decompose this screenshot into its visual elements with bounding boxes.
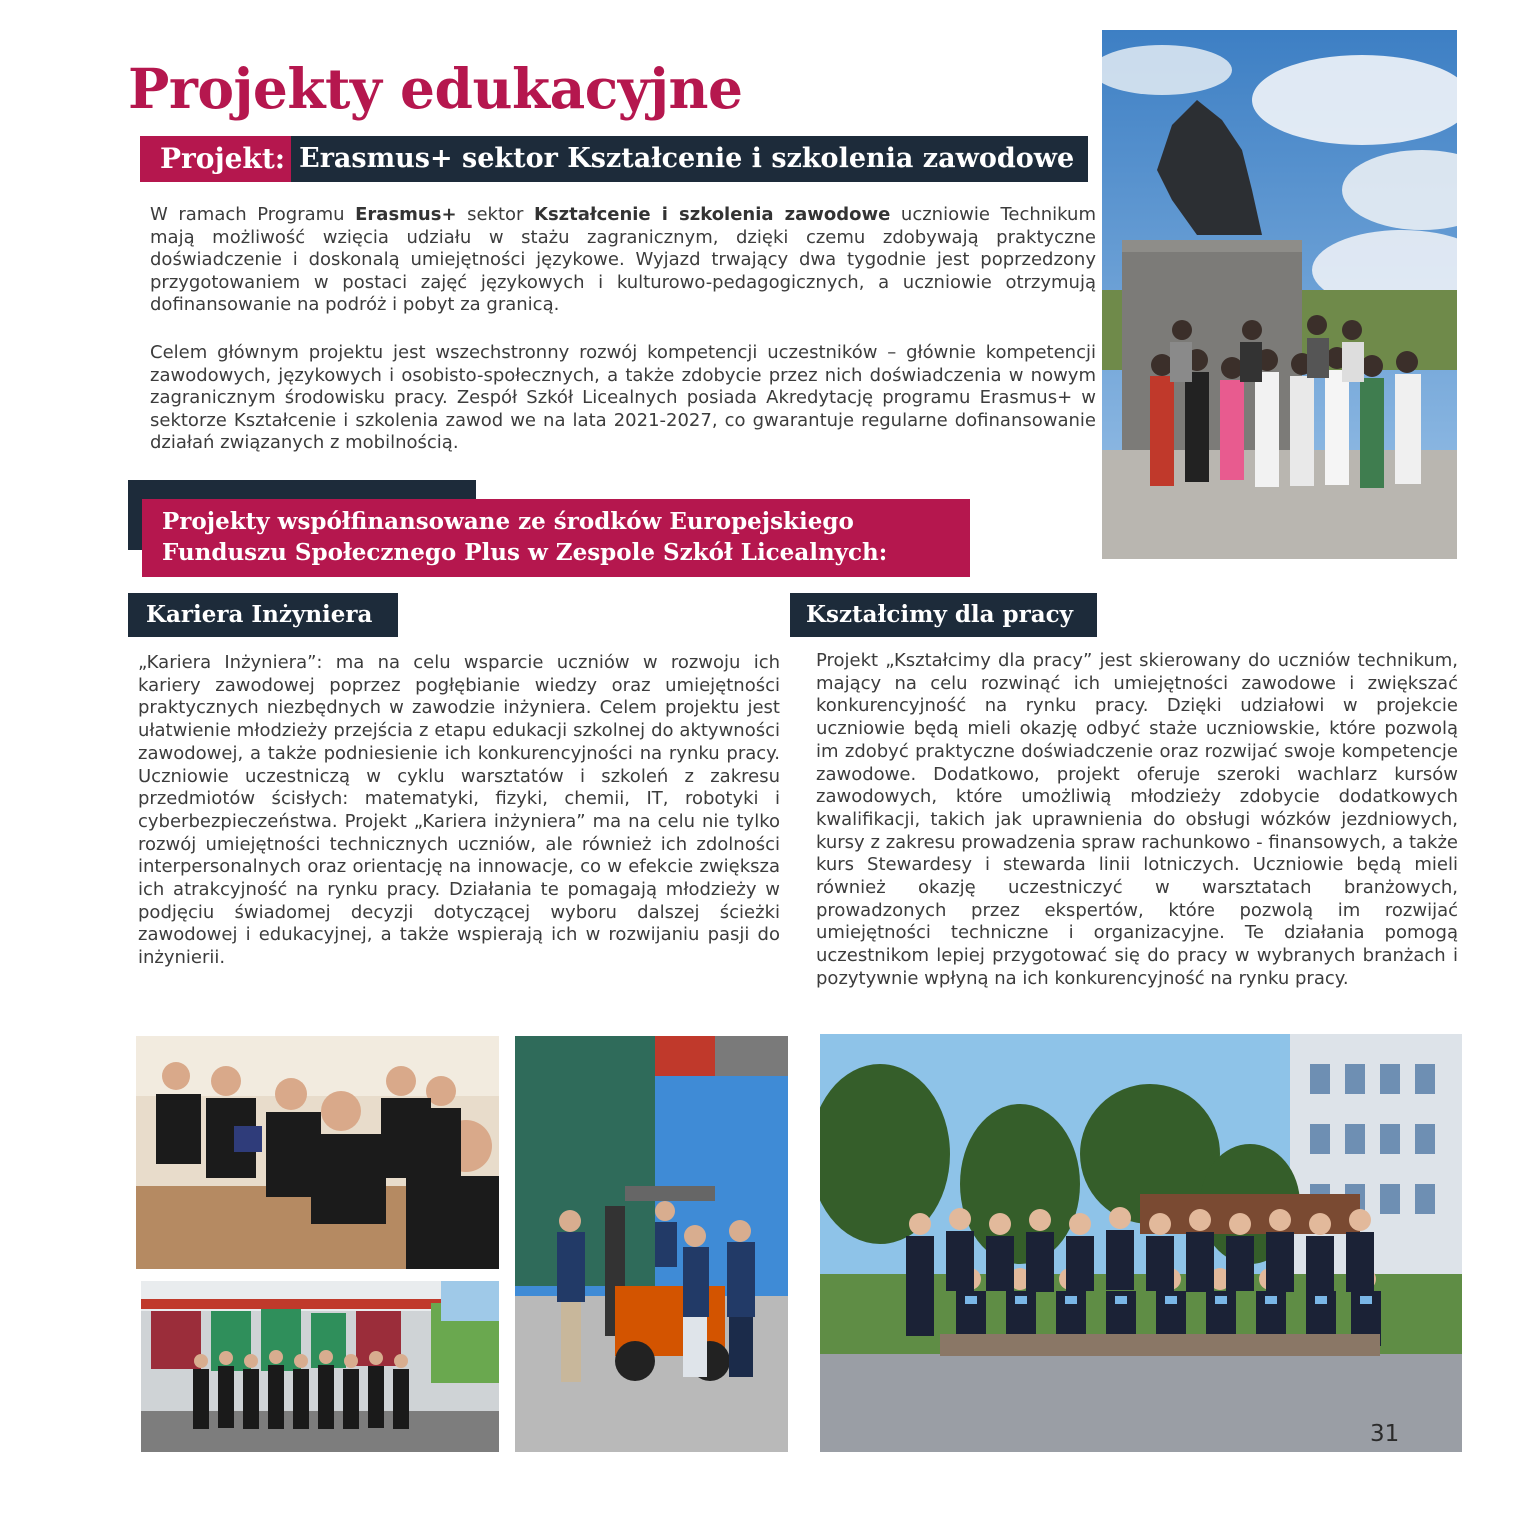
erasmus-title: Erasmus+ sektor Kształcenie i szkolenia zawodowe: [291, 136, 1088, 182]
ksztalcimy-paragraph: Projekt „Kształcimy dla pracy” jest skierowany do uczniów technikum, mający na celu rozwinąć ich umiejętności zawodowe i zwiększać konkurencyjność na rynku pracy. Dzięki udziałowi w projekcie uczniowie będą mieli okazję odbyć staże uczniowskie, które pozwolą im zdobyć praktyczne doświadczenie oraz rozwijać swoje kompetencje zawodowe. Dodatkowo, projekt oferuje szeroki wachlarz kursów zawodowych, które umożliwią młodzieży zdobycie dodatkowych kwalifikacji, takich jak uprawnienia do obsługi wózków jezdniowych, kursy z zakresu prowadzenia spraw rachunkowo - finansowych, a także kurs Stewardesy i stewarda linii lotniczych. Uczniowie będą mieli również okazję uczestniczyć w warsztatach branżowych, prowadzonych przez ekspertów, które pozwolą im rozwijać umiejętności techniczne i organizacyjne. Te działania pomogą uczestnikom lepiej przygotować się do pracy w wybranych branżach i pozytywnie wpłyną na ich konkurencyjność na rynku pracy.: [816, 650, 1458, 989]
erasmus-paragraph-1: W ramach Programu Erasmus+ sektor Kształcenie i szkolenia zawodowe uczniowie Technikum mają możliwość wzięcia udziału w stażu zagranicznym, dzięki czemu zdobywają praktyczne doświadczenie i doskonalą umiejętności językowe. Wyjazd trwający dwa tygodnie jest poprzedzony przygotowaniem w postaci zajęć językowych i kulturowo-pedagogicznych, a uczniowie otrzymują dofinansowanie na podróż i pobyt za granicą.: [150, 204, 1096, 315]
cofinanced-line-2: Funduszu Społecznego Plus w Zespole Szkół Licealnych:: [162, 539, 888, 566]
kariera-paragraph: „Kariera Inżyniera”: ma na celu wsparcie uczniów w rozwoju ich kariery zawodowej poprzez pogłębianie wiedzy oraz umiejętności praktycznych niezbędnych w zawodzie inżyniera. Celem projektu jest ułatwienie młodzieży przejścia z etapu edukacji szkolnej do aktywności zawodowej, a także podniesienie ich konkurencyjności na rynku pracy. Uczniowie uczestniczą w cyklu warsztatów i szkoleń z zakresu przedmiotów ścisłych: matematyki, fizyki, chemii, IT, robotyki i cyberbezpieczeństwa. Projekt „Kariera inżyniera” ma na celu nie tylko rozwój umiejętności technicznych uczniów, ale również ich zdolności interpersonalnych oraz orientację na innowacje, co w efekcie zwiększa ich atrakcyjność na rynku pracy. Działania te pomagają młodzieży w podjęciu świadomej decyzji dotyczącej wyboru dalszej ścieżki zawodowej i edukacyjnej, a także wspierają ich w rozwijaniu pasji do inżynierii.: [138, 652, 780, 969]
classroom-workshop-photo: [136, 1036, 499, 1269]
page-title: Projekty edukacyjne: [128, 56, 743, 121]
kariera-section-title: Kariera Inżyniera: [128, 593, 398, 637]
ksztalcimy-section-title: Kształcimy dla pracy: [790, 593, 1097, 637]
erasmus-paragraph-2: Celem głównym projektu jest wszechstronny rozwój kompetencji uczestników – głównie kompetencji zawodowych, językowych i osobisto-społecznych, a także zdobycie przez nich doświadczenia w nowym zagranicznym środowisku pracy. Zespół Szkół Licealnych posiada Akredytację programu Erasmus+ w sektorze Kształcenie i szkolenia zawod we na lata 2021-2027, co gwarantuje regularne dofinansowanie działań związanych z mobilnością.: [150, 342, 1096, 453]
cofinanced-line-1: Projekty współfinansowane ze środków Europejskiego: [162, 508, 854, 535]
erasmus-tag: Projekt:: [140, 136, 291, 182]
steward-course-group-photo: [820, 1034, 1462, 1452]
sector-bold: Kształcenie i szkolenia zawodowe: [534, 204, 891, 225]
erasmus-heading-bar: [140, 136, 1088, 182]
erasmus-group-statue-photo: [1102, 30, 1457, 559]
warehouse-group-photo: [141, 1281, 499, 1452]
page-number: 31: [1370, 1421, 1400, 1447]
erasmus-bold: Erasmus+: [355, 204, 457, 225]
forklift-training-photo: [515, 1036, 788, 1452]
cofinanced-heading: [142, 499, 970, 577]
